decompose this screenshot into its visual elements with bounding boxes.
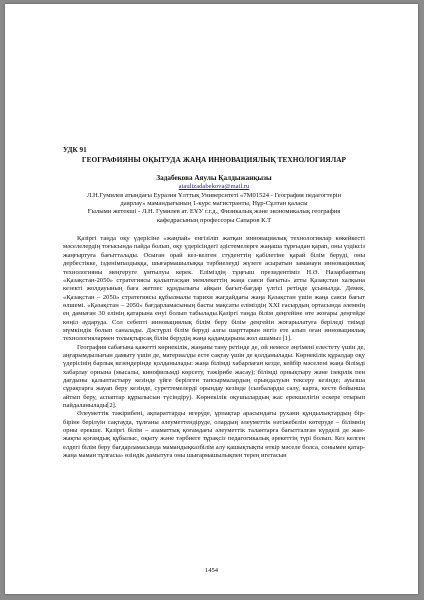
body-paragraph: География сабағына қажетті көрнекілік, жаңаны тану ретінде де, ой немесе әңгімені елестету үшін де, аңғарымдылығын дамыту үшін де, материалды есте сақтау үшін де қолданылады. Көрнекілік құралдар оқу үдерісінің барлық кезеңдерінде қолданылады: жаңа білімді хабарлаған кезде, кейбір мәселені жаңа білімді хабарлау орнына (мысалы, кинофильмді көрсету, тәжірибе жасау); білімді орнықтыру және ізекрлік пен дағдыны қалыптастыру кезінде үйге берілген тапсырмалардың орындалуын тексеру кезінде; ауызша сұрақтарға жауап беру кезінде, суреттемелерді орындау кезінде (сызбаларды салу, карта, кесте бойынша айтып беру, аспаптар құрылысын түсіндіру). Көрнекілік оқушылардың жас ерекшелігін ескере отырып пайдаланылады[2]. (63, 343, 365, 409)
body-paragraph: Әлеуметтік тәжірибені, ақпараттарды игеруде, ұрпақтар арасындағы рухани құндылықтардың бір-біріне берілуін сақтауда, тұлғаны әлеуметтендіруде, олардың әлеуметтік нәтіжебелін көтеруде – білімнің орны ерекше. Қазіргі білім – азаматтық қоғамдағы әлеуметтік талантарға бағытталған күрделі де жан-жақты қоғамдық құбылыс, оқыту және тәрбиеге тұрақсіз педагогикалық әрекеттің түрі болып. Кез келген елдегі білім беру бағдарламасында мамандықказбілім алу қашықтықты өткір мәселе болса, сонымен қатар-жаңа маман тұлғасы» өзіндік дамытуға оны шығармашылықпен терең игетасын (63, 410, 365, 460)
author-email-link[interactable]: aiaulizadabekova@mail.ru (178, 183, 250, 190)
affiliation-line: кафедрасының профессоры Сапаров К.Т (156, 216, 272, 224)
affiliation-line: Ғылыми жетекші - Л.Н. Гумилев ат. ЕҰУ г.г.д., Физикалық және экономикалық география (87, 208, 341, 216)
page-number: 1454 (204, 567, 219, 574)
document-page (5, 4, 418, 594)
body-paragraph: Қазіргі таңда оқу үдерісіне «жаңпай» енгізіліп жатқан инновациялық технологиялар көкейкесті мәселелердің тоғысында пайда болып, оқу үдерісіндегі әдістемелерге жаңаша тұрғыдан қарап, оны үздіксіз жаңғыртуға бағытталады. Осыған орай кез-келген студенттің қабілетіне қарай білім беруді, оны дербестікке, ізденімпаздыққа, шығармашылыққа тәрбиелеуді жүзеге асыратын заманауи инновациялық технологияны меңгеруге ұмтылуы керек. Еліміздің тұңғыш президентіміз Н.Ә. Назарбаевтың «Қазақстан-2050» стратегиясы қалыптасқан мемлекеттің жаңа саяси бағыты» атты Қазақстан халқына кезекті жолдауының баға жетпес құндылығы айқын бағыт-бағдар үлгісі ретінде ұсынылда. Демек, «Қазақстан – 2050» стратегиясы құбылмалы тарихи жағдайдағы жаңа Қазақстан үшін жаңа саяси бағыт өлшемі. «Қазақстан – 2050» бағдарламасының басты мақсаты еліміздің XXI ғасырдың ортасында әлемнің ең дамыған 30 елінің қатарына енуі болып табылады.Қазіргі таңда білім деңгейіне өте жоғары деңгейде көңіл аударуда. Сол себепті инновациялық білім беру білім деңгейін жоғарылатуға беріледі тиімді мүмкіндік болып саналады. Дәстүрлі білім беруді алғы шарттарын негіз ете алып оған инновациялық технологиялармен толықтырсақ білім берудің жаңа қадамдарына жол ашамыз [1]. (63, 235, 365, 343)
author-name: Задабекова Аяулы Қалдыжанқызы (156, 174, 272, 182)
page-content (63, 146, 365, 460)
article-title: ГЕОГРАФИЯНЫ ОҚЫТУДА ЖАҢА ИННОВАЦИЯЛЫҚ ТЕХНОЛОГИЯЛАР (81, 155, 347, 164)
udk-code: УДК 91 (63, 146, 87, 154)
affiliation-line: Л.Н.Гумилев атындағы Еуразия Ұлттық Университеті «7М01524 - География педагогтерін (86, 191, 342, 199)
affiliation-line: даярлау» мамандығының 1-курс магистранты, Нұр-Сұлтан қаласы (120, 199, 308, 207)
